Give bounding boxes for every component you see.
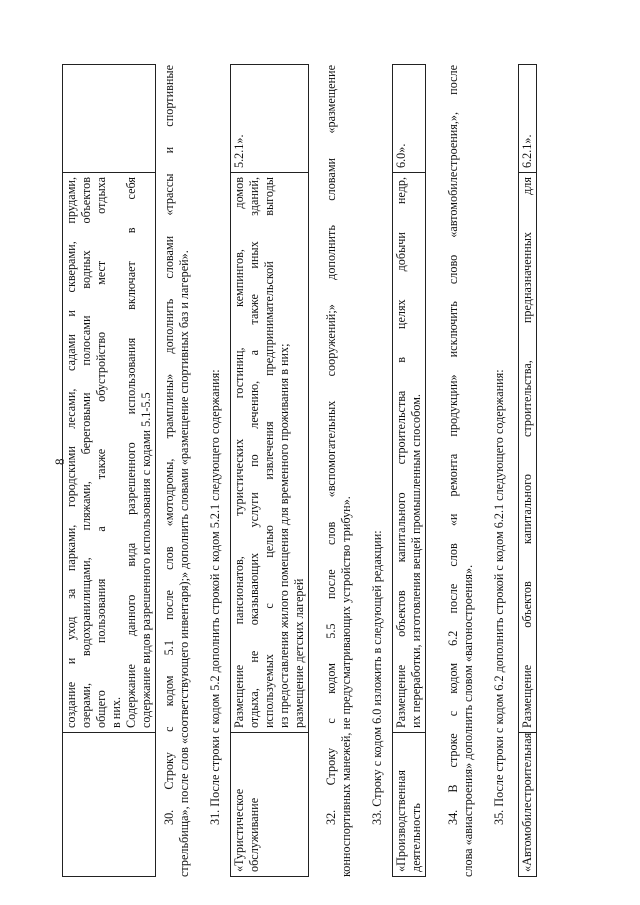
table-cell-code: 6.2.1». <box>519 65 537 173</box>
table-cell-name-empty <box>63 733 156 877</box>
table-cell-code: 5.2.1». <box>231 65 309 173</box>
paragraph-line: слова «авиастроения» дополнить словом «вагоностроения». <box>461 564 475 877</box>
page-number: 8 <box>52 458 67 465</box>
description-line: используемых с целью извлечения предпринимательской выгоды <box>262 177 276 728</box>
paragraph-line: 30. Строку с кодом 5.1 после слов «мотодромы, трамплины» дополнить словами «трассы и спортивные <box>162 65 176 825</box>
table-cell-description <box>393 173 426 733</box>
paragraph-33: 33. Строку с кодом 6.0 изложить в следующей редакции: <box>370 530 384 825</box>
description-line: создание и уход за парками, городскими лесами, садами и скверами, прудами, <box>64 177 78 728</box>
table-row-5-2-1 <box>230 64 309 877</box>
description-line: озерами, водохранилищами, пляжами, береговыми полосами водных объектов <box>79 177 93 728</box>
table-cell-description <box>63 173 156 733</box>
description-line: Размещение пансионатов, туристических гостиниц, кемпингов, домов <box>232 177 246 728</box>
paragraph-line: 32. Строку с кодом 5.5 после слов «вспомогательных сооружений;» дополнить словами «размещение <box>324 65 338 825</box>
paragraph-line: стрельбища», после слов «соответствующего инвентаря);» дополнить словами «размещение спортивных баз и лагерей». <box>177 250 191 877</box>
description-line: их переработки, изготовления вещей промышленным способом. <box>409 394 423 728</box>
paragraph-32 <box>324 65 354 877</box>
paragraph-35: 35. После строки с кодом 6.2 дополнить строкой с кодом 6.2.1 следующего содержания: <box>492 369 506 825</box>
description-line: в них. <box>109 697 123 728</box>
table-cell-description <box>519 173 537 733</box>
paragraph-34 <box>446 65 476 877</box>
description-line: общего пользования а также обустройство мест отдыха <box>94 177 108 728</box>
paragraph-line: конноспортивных манежей, не предусматривающих устройство трибун». <box>339 496 353 877</box>
description-line: Размещение объектов капитального строительства, предназначенных для <box>520 177 534 728</box>
description-line: размещение детских лагерей <box>292 578 306 728</box>
content-line: содержание видов разрешенного использования с кодами 5.1-5.5 <box>139 392 153 728</box>
table-row-continued <box>62 64 156 877</box>
description-line: из предоставления жилого помещения для временного проживания в них; <box>277 343 291 728</box>
paragraph-line: 34. В строке с кодом 6.2 после слов «и ремонта продукции» исключить слово «автомобилестроения,», после <box>446 65 460 825</box>
description-line: отдыха, не оказывающих услуги по лечению, а также иных зданий, <box>247 177 261 728</box>
paragraph-31: 31. После строки с кодом 5.2 дополнить строкой с кодом 5.2.1 следующего содержания: <box>208 369 222 825</box>
table-cell-name: «Производственная деятельность <box>393 733 426 877</box>
table-cell-description <box>231 173 309 733</box>
table-cell-name: «Туристическое обслуживание <box>231 733 309 877</box>
paragraph-30 <box>162 65 192 877</box>
table-cell-code: 6.0». <box>393 65 426 173</box>
table-cell-name: «Автомобилестроительная <box>519 733 537 877</box>
rotated-document-page <box>48 25 588 885</box>
table-cell-code-empty <box>63 65 156 173</box>
table-row-6-0 <box>392 64 426 877</box>
table-row-6-2-1 <box>518 64 537 877</box>
description-line: Размещение объектов капитального строительства в целях добычи недр, <box>394 177 408 728</box>
content-line: Содержание данного вида разрешенного использования включает в себя <box>124 177 138 728</box>
